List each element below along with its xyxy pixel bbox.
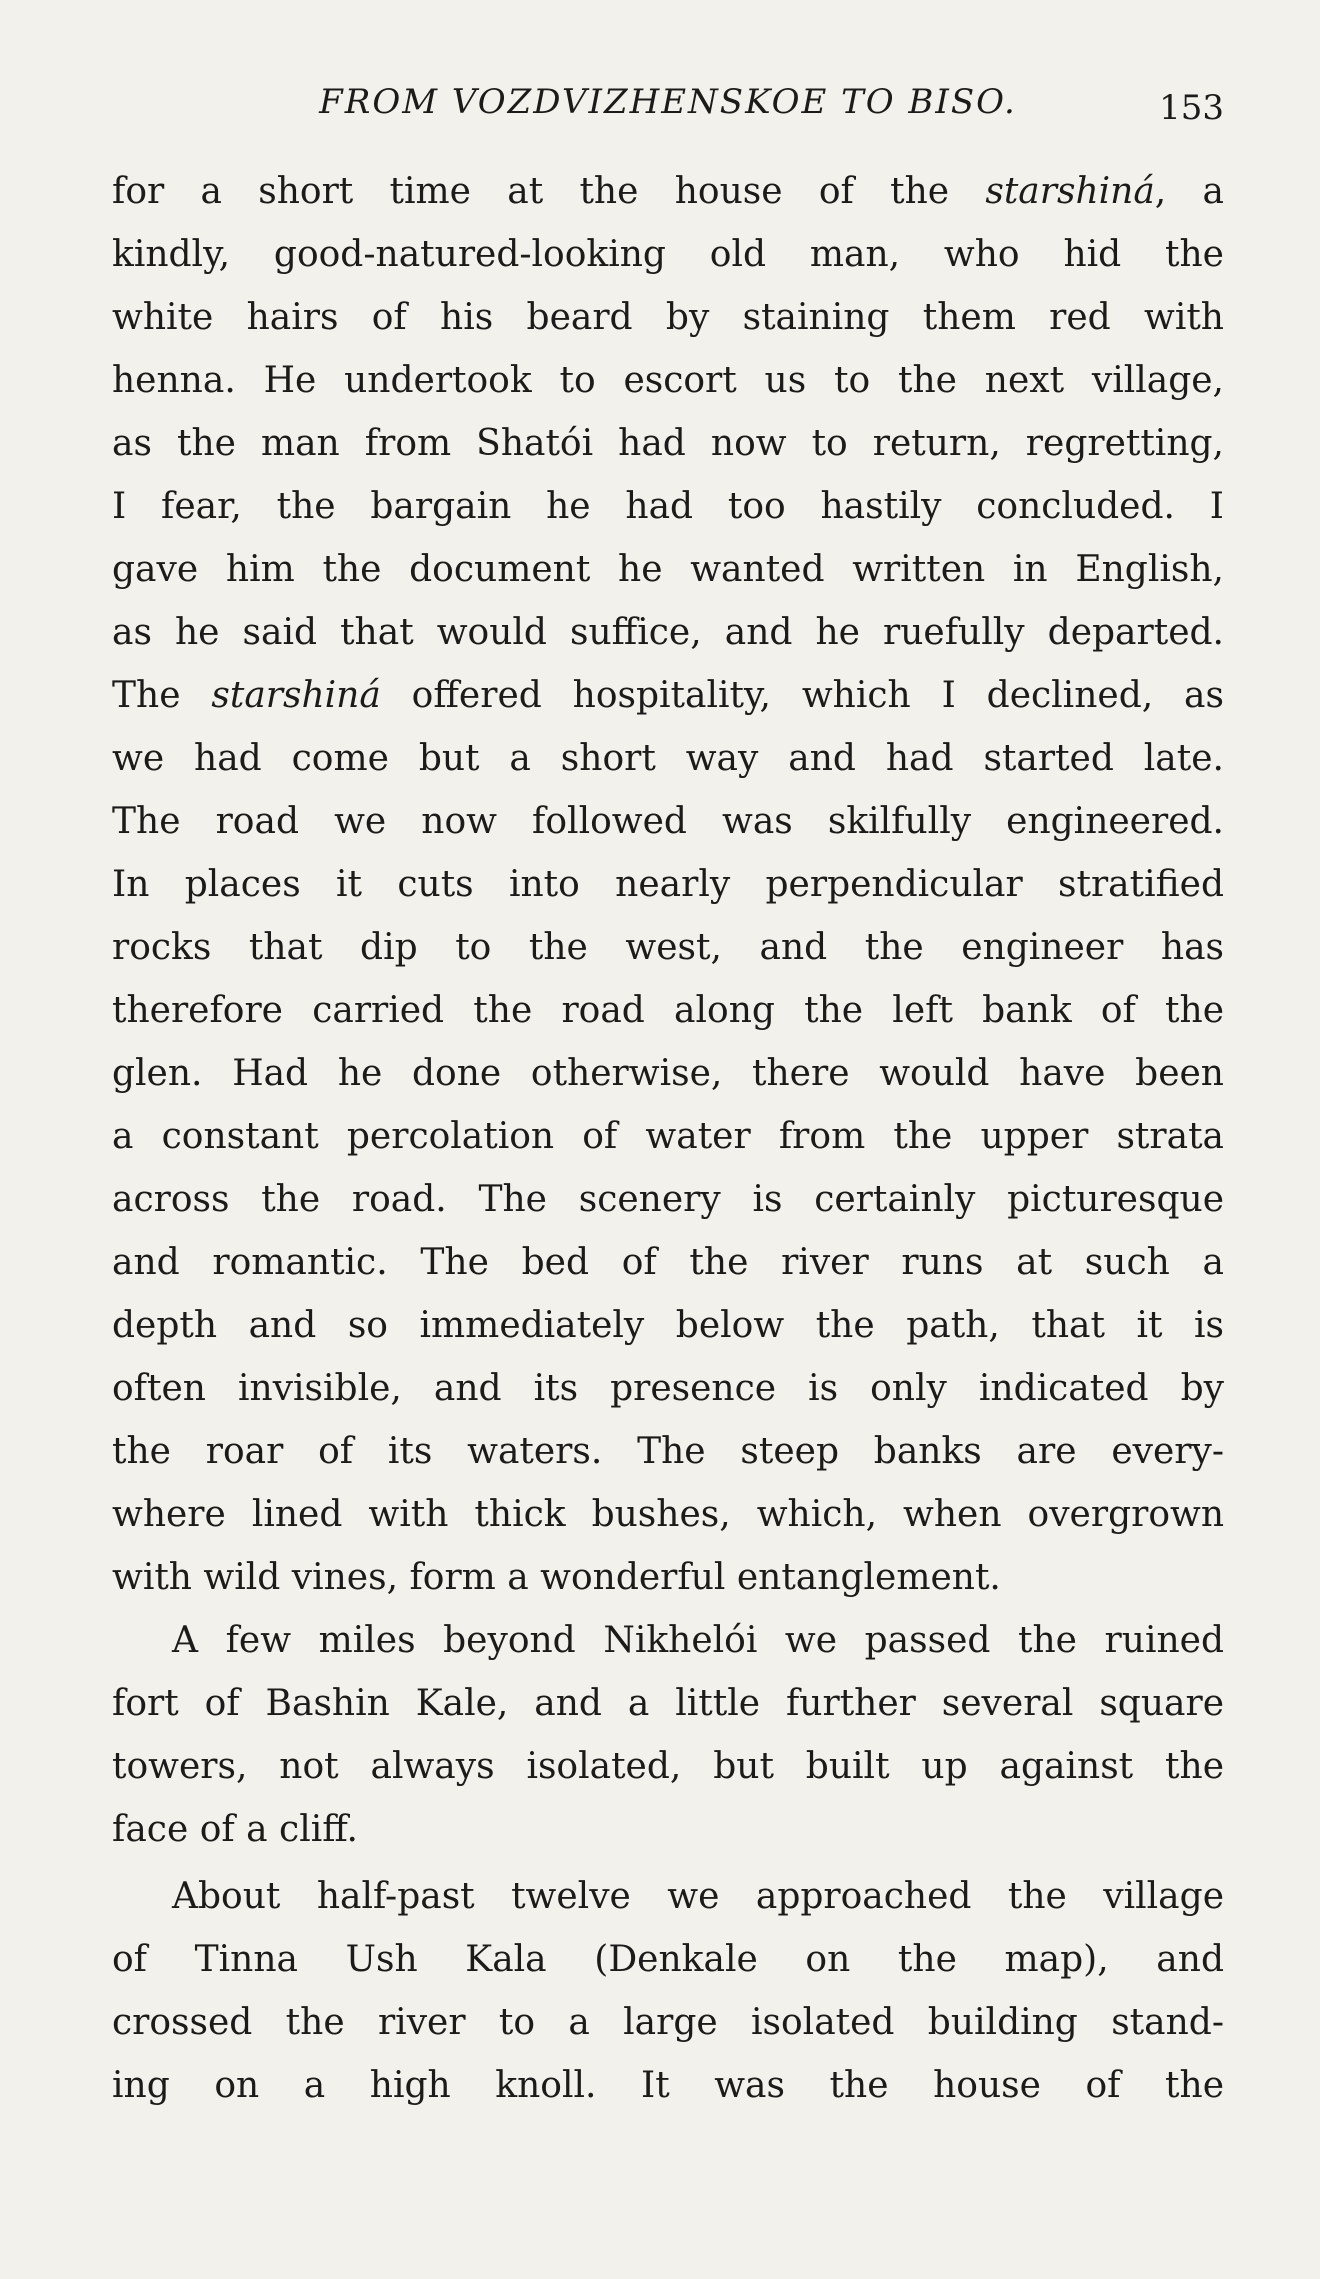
- page-number: 153: [1159, 88, 1224, 128]
- text-line: white hairs of his beard by staining them red with: [112, 297, 1224, 338]
- text-line: About half-past twelve we approached the village: [172, 1876, 1224, 1917]
- text-line: A few miles beyond Nikhelói we passed the ruined: [172, 1620, 1224, 1661]
- text-line: often invisible, and its presence is only indicated by: [112, 1368, 1224, 1409]
- text-line: The road we now followed was skilfully engineered.: [112, 801, 1224, 842]
- running-title: FROM VOZDVIZHENSKOE TO BISO.: [319, 82, 1017, 122]
- text-line: kindly, good-natured-looking old man, who hid the: [112, 234, 1224, 275]
- paragraph: [112, 1609, 1224, 1861]
- text-line: rocks that dip to the west, and the engineer has: [112, 927, 1224, 968]
- text-line: henna. He undertook to escort us to the next village,: [112, 360, 1224, 401]
- text-line: crossed the river to a large isolated building stand-: [112, 2002, 1224, 2043]
- text-line: fort of Bashin Kale, and a little further several square: [112, 1683, 1224, 1724]
- text-line: In places it cuts into nearly perpendicular stratified: [112, 864, 1224, 905]
- text-line: therefore carried the road along the left bank of the: [112, 990, 1224, 1031]
- text-line: for a short time at the house of the starshiná, a: [112, 171, 1224, 212]
- text-line: ing on a high knoll. It was the house of the: [112, 2065, 1224, 2106]
- text-line: gave him the document he wanted written in English,: [112, 549, 1224, 590]
- text-line: I fear, the bargain he had too hastily concluded. I: [112, 486, 1224, 527]
- text-line: where lined with thick bushes, which, when overgrown: [112, 1494, 1224, 1535]
- text-line: as the man from Shatói had now to return, regretting,: [112, 423, 1224, 464]
- text-line: across the road. The scenery is certainly picturesque: [112, 1179, 1224, 1220]
- text-line: The starshiná offered hospitality, which I declined, as: [112, 675, 1224, 716]
- running-head: [112, 72, 1224, 132]
- paragraph: [112, 1865, 1224, 2117]
- paragraph: [112, 160, 1224, 1609]
- text-line: and romantic. The bed of the river runs at such a: [112, 1242, 1224, 1283]
- text-line: of Tinna Ush Kala (Denkale on the map), and: [112, 1939, 1224, 1980]
- text-line: we had come but a short way and had started late.: [112, 738, 1224, 779]
- body-text: [112, 160, 1224, 2117]
- text-line: depth and so immediately below the path, that it is: [112, 1305, 1224, 1346]
- italic-term: starshiná: [211, 675, 381, 716]
- italic-term: starshiná: [985, 171, 1155, 212]
- text-line: with wild vines, form a wonderful entanglement.: [112, 1557, 1001, 1598]
- text-line: a constant percolation of water from the upper strata: [112, 1116, 1224, 1157]
- text-line: as he said that would suffice, and he ruefully departed.: [112, 612, 1224, 653]
- text-line: towers, not always isolated, but built up against the: [112, 1746, 1224, 1787]
- text-line: face of a cliff.: [112, 1809, 358, 1850]
- text-line: the roar of its waters. The steep banks are every-: [112, 1431, 1224, 1472]
- text-line: glen. Had he done otherwise, there would have been: [112, 1053, 1224, 1094]
